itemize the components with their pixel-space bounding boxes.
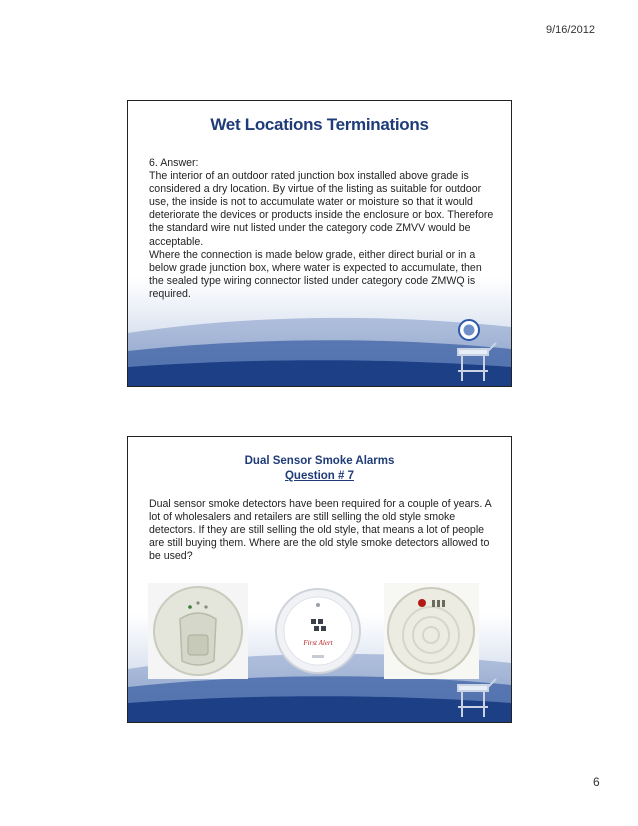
slide2-title: Dual Sensor Smoke Alarms	[244, 455, 395, 467]
smoke-detector-image-2	[273, 583, 363, 679]
slide2-paragraph: Dual sensor smoke detectors have been required for a couple of years. A lot of wholesalers and retailers are still selling the old style smoke detectors. If they are still selling the old style, that means a lot of people are still buying them. Where are the old style smoke detectors allowed to be used?	[149, 498, 492, 563]
slide1-title: Wet Locations Terminations	[210, 115, 429, 134]
header-date: 9/16/2012	[546, 24, 595, 36]
slide2-question-label: Question # 7	[284, 470, 355, 482]
page-number: 6	[593, 775, 600, 789]
seal-logo-icon	[458, 319, 480, 341]
slide1-paragraph-1: The interior of an outdoor rated junction box installed above grade is considered a dry location. By virtue of the listing as suitable for outdoor use, the inside is not to accumulate water or moisture so that it would deteriorate the devices or products inside the enclosure or box. Therefore the standard wire nut listed under the category code ZMVV would be acceptable.	[149, 170, 494, 248]
slide2-title-block	[128, 454, 511, 484]
smoke-detector-image-1	[148, 583, 248, 679]
chair-figure-icon	[450, 341, 502, 383]
detector-brand-label: First Alert	[303, 639, 333, 647]
slide-wet-locations	[127, 100, 512, 387]
chair-figure-icon	[450, 677, 502, 719]
slide-dual-sensor	[127, 436, 512, 723]
slide1-body	[149, 157, 494, 301]
slide1-answer-label: 6. Answer:	[149, 157, 199, 169]
slide2-body	[149, 498, 494, 563]
slide1-paragraph-2: Where the connection is made below grade, either direct burial or in a below grade junction box, where water is expected to accumulate, then the sealed type wiring connector listed under category code ZMWQ is required.	[149, 248, 482, 300]
smoke-detector-image-3	[384, 583, 479, 679]
